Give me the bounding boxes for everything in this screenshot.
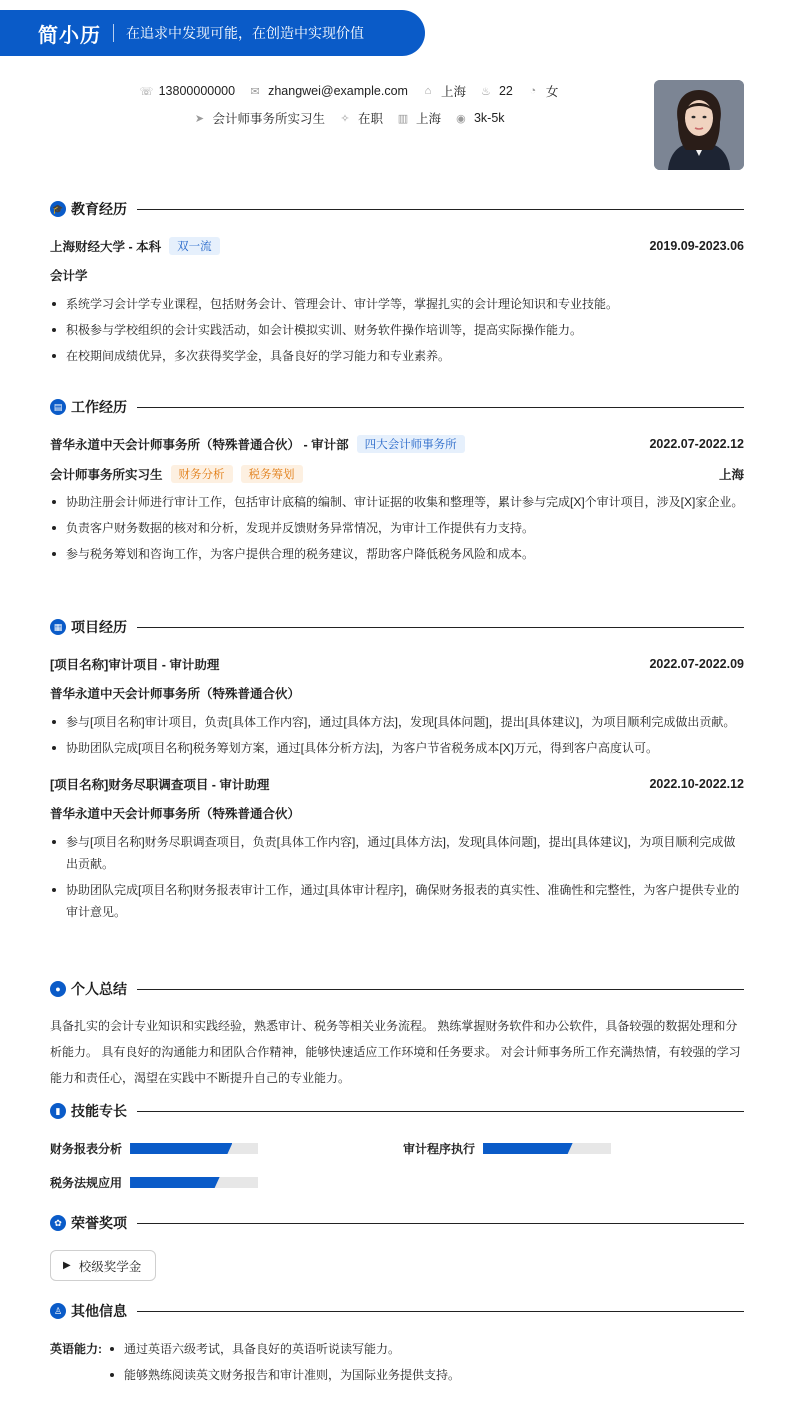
city-text: 上海 (415, 112, 441, 126)
graduation-cap-icon: 🎓 (50, 201, 66, 217)
skills-title: 技能专长 (71, 1103, 127, 1119)
position-text: 会计师事务所实习生 (212, 112, 325, 126)
gender-icon: ◔ (529, 85, 537, 97)
summary-title: 个人总结 (71, 981, 127, 997)
skill-name: 财务报表分析 (50, 1142, 123, 1156)
section-divider (137, 1311, 744, 1312)
skill-item (403, 1140, 611, 1157)
phone-text: 13800000000 (158, 84, 236, 98)
award-badge (50, 1250, 156, 1281)
contact-gender (527, 82, 559, 100)
other-list (108, 1338, 744, 1386)
briefcase-icon: ▤ (50, 399, 66, 415)
skill-bar-fill (130, 1143, 232, 1154)
header-banner (0, 10, 425, 56)
work-period: 2022.07-2022.12 (649, 437, 744, 451)
contact-phone (140, 84, 235, 98)
work-list (50, 491, 744, 565)
skill-bar (130, 1177, 258, 1188)
skill-tag: 财务分析 (171, 465, 233, 483)
email-text: zhangwei@example.com (268, 84, 408, 98)
company-name: 普华永道中天会计师事务所（特殊普通合伙） - 审计部 (50, 438, 349, 452)
project-list (50, 831, 744, 923)
other-title: 其他信息 (71, 1303, 127, 1319)
school-name: 上海财经大学 - 本科 (50, 240, 162, 254)
contact-city (397, 109, 441, 127)
building-icon: ▥ (397, 112, 409, 125)
resume-slogan: 在追求中发现可能，在创造中实现价值 (126, 25, 364, 41)
honors-section (50, 1213, 744, 1233)
skill-bar-fill (130, 1177, 220, 1188)
school-tag: 双一流 (169, 237, 220, 255)
list-item: 参与税务筹划和咨询工作，为客户提供合理的税务建议，帮助客户降低税务风险和成本。 (50, 543, 744, 565)
education-section (50, 199, 744, 367)
contact-status (339, 109, 383, 127)
list-item: 协助注册会计师进行审计工作，包括审计底稿的编制、审计证据的收集和整理等，累计参与完成[X]个审计项目，涉及[X]家企业。 (50, 491, 744, 513)
skill-item (50, 1174, 258, 1191)
summary-header (50, 979, 744, 999)
education-period: 2019.09-2023.06 (649, 239, 744, 253)
education-row (50, 237, 744, 255)
company-tag: 四大会计师事务所 (357, 435, 465, 453)
project-period: 2022.07-2022.09 (649, 657, 744, 671)
project-row (50, 655, 744, 673)
section-divider (137, 209, 744, 210)
contact-position (193, 109, 325, 127)
education-header (50, 199, 744, 219)
list-item: 协助团队完成[项目名称]税务筹划方案，通过[具体分析方法]，为客户节省税务成本[X]万元，得到客户高度认可。 (50, 737, 744, 759)
work-section (50, 397, 744, 565)
skills-section (50, 1101, 744, 1121)
project-row (50, 775, 744, 793)
projects-section (50, 617, 744, 923)
cake-icon: ♨ (481, 85, 491, 98)
skill-bar-fill (483, 1143, 573, 1154)
list-item: 参与[项目名称]财务尽职调查项目，负责[具体工作内容]，通过[具体方法]，发现[具体问题]，提出[具体建议]，为项目顺利完成做出贡献。 (50, 831, 744, 875)
section-divider (137, 407, 744, 408)
skill-bar (130, 1143, 258, 1154)
projects-title: 项目经历 (71, 619, 127, 635)
section-divider (137, 1111, 744, 1112)
salary-icon: ◉ (456, 112, 466, 125)
contact-email (249, 84, 408, 98)
project-period: 2022.10-2022.12 (649, 777, 744, 791)
other-info (50, 1338, 744, 1386)
honors-header (50, 1213, 744, 1233)
project-name: [项目名称]审计项目 - 审计助理 (50, 658, 220, 672)
list-item: 通过英语六级考试，具备良好的英语听说读写能力。 (108, 1338, 744, 1360)
honors-title: 荣誉奖项 (71, 1215, 127, 1231)
award-name: 校级奖学金 (78, 1259, 142, 1274)
contact-row-1 (50, 82, 648, 100)
age-text: 22 (498, 84, 513, 98)
summary-text: 具备扎实的会计专业知识和实践经验，熟悉审计、税务等相关业务流程。 熟练掌握财务软件和办公软件，具备较强的数据处理和分析能力。 具有良好的沟通能力和团队合作精神，能够快速适应工作环境和任务要求。 对会计师事务所工作充满热情，有较强的学习能力和责任心，渴望在实践中不断提升自己的专业能力。 (50, 1019, 741, 1085)
other-section (50, 1301, 744, 1321)
medal-icon: ✿ (50, 1215, 66, 1231)
header-divider (113, 24, 114, 42)
list-item: 能够熟练阅读英文财务报告和审计准则，为国际业务提供支持。 (108, 1364, 744, 1386)
education-list (50, 293, 744, 367)
work-city: 上海 (718, 468, 744, 482)
project-list (50, 711, 744, 759)
grid-icon: ▦ (50, 619, 66, 635)
status-text: 在职 (357, 112, 383, 126)
skills-header (50, 1101, 744, 1121)
contact-age (480, 84, 513, 98)
education-title: 教育经历 (71, 201, 127, 217)
work-row (50, 435, 744, 453)
list-item: 协助团队完成[项目名称]财务报表审计工作，通过[具体审计程序]，确保财务报表的真实性、准确性和完整性，为客户提供专业的审计意见。 (50, 879, 744, 923)
resume-name: 简小历 (38, 24, 101, 47)
send-icon: ➤ (194, 112, 205, 125)
skill-name: 税务法规应用 (50, 1176, 123, 1190)
gender-text: 女 (545, 85, 559, 99)
skill-name: 审计程序执行 (403, 1142, 476, 1156)
salary-text: 3k-5k (473, 111, 505, 125)
english-label: 英语能力: (50, 1342, 102, 1356)
skill-tag: 税务筹划 (241, 465, 303, 483)
skill-item (50, 1140, 258, 1157)
bar-chart-icon: ▮ (50, 1103, 66, 1119)
role-name: 会计师事务所实习生 (50, 468, 163, 482)
summary-section (50, 979, 744, 1091)
project-org: 普华永道中天会计师事务所（特殊普通合伙） (50, 807, 301, 821)
avatar (654, 80, 744, 170)
work-header (50, 397, 744, 417)
home-icon: ⌂ (424, 85, 432, 97)
contact-row-2 (50, 109, 648, 127)
work-title: 工作经历 (71, 399, 127, 415)
section-divider (137, 1223, 744, 1224)
project-name: [项目名称]财务尽职调查项目 - 审计助理 (50, 778, 270, 792)
section-divider (137, 627, 744, 628)
phone-icon: ☏ (139, 85, 154, 98)
other-header (50, 1301, 744, 1321)
status-icon: ✧ (340, 112, 350, 125)
major: 会计学 (50, 269, 88, 283)
section-divider (137, 989, 744, 990)
list-item: 积极参与学校组织的会计实践活动，如会计模拟实训、财务软件操作培训等，提高实际操作能力。 (50, 319, 744, 341)
contact-salary (455, 111, 505, 125)
person-icon: ♙ (50, 1303, 66, 1319)
user-icon: ● (50, 981, 66, 997)
list-item: 在校期间成绩优异，多次获得奖学金，具备良好的学习能力和专业素养。 (50, 345, 744, 367)
list-item: 参与[项目名称]审计项目，负责[具体工作内容]，通过[具体方法]，发现[具体问题]，提出[具体建议]，为项目顺利完成做出贡献。 (50, 711, 744, 733)
mail-icon: ✉ (250, 85, 260, 98)
skill-bar (483, 1143, 611, 1154)
list-item: 负责客户财务数据的核对和分析，发现并反馈财务异常情况，为审计工作提供有力支持。 (50, 517, 744, 539)
role-row (50, 465, 744, 483)
list-item: 系统学习会计学专业课程，包括财务会计、管理会计、审计学等，掌握扎实的会计理论知识和专业技能。 (50, 293, 744, 315)
contact-home (422, 82, 466, 100)
home-text: 上海 (440, 85, 466, 99)
projects-header (50, 617, 744, 637)
project-org: 普华永道中天会计师事务所（特殊普通合伙） (50, 687, 301, 701)
play-icon: ▶ (63, 1260, 71, 1271)
